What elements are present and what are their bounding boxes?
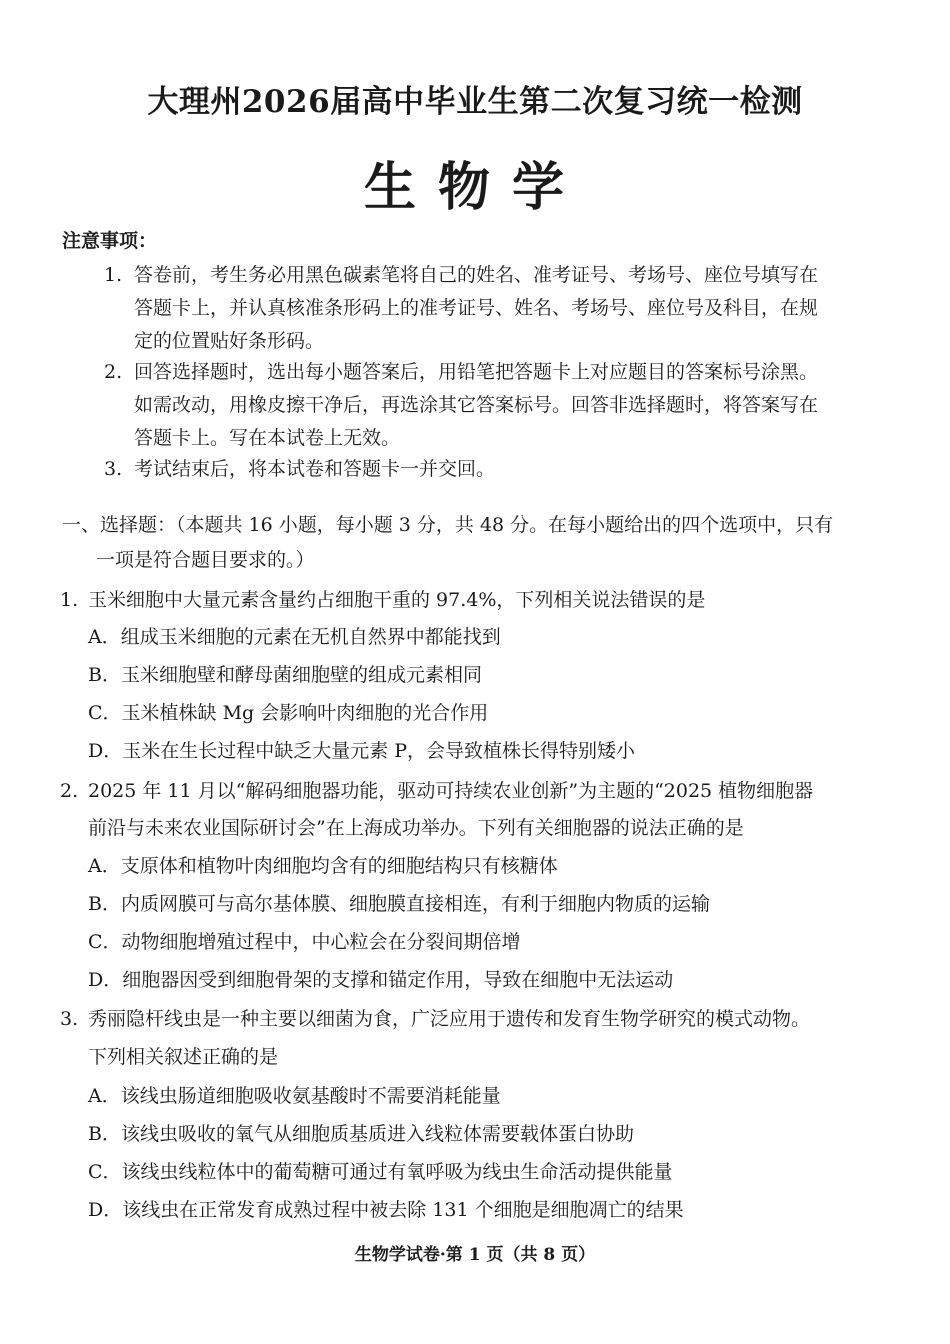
question-option: C．该线虫线粒体中的葡萄糖可通过有氧呼吸为线虫生命活动提供能量: [88, 1161, 673, 1183]
question-option: A．该线虫肠道细胞吸收氨基酸时不需要消耗能量: [88, 1085, 501, 1107]
question-number: 1.: [60, 589, 79, 611]
question-stem: 秀丽隐杆线虫是一种主要以细菌为食，广泛应用于遗传和发育生物学研究的模式动物。: [88, 1008, 811, 1030]
notice-item-number: 3.: [104, 458, 123, 480]
exam-title: 大理州2026届高中毕业生第二次复习统一检测: [147, 84, 803, 120]
notice-item-line: 答题卡上。写在本试卷上无效。: [134, 427, 401, 449]
question-option: D．该线虫在正常发育成熟过程中被去除 131 个细胞是细胞凋亡的结果: [88, 1199, 684, 1221]
notice-item-line: 答卷前，考生务必用黑色碳素笔将自己的姓名、准考证号、考场号、座位号填写在: [134, 264, 819, 286]
question-option: B．内质网膜可与高尔基体膜、细胞膜直接相连，有利于细胞内物质的运输: [88, 893, 710, 915]
notice-heading: 注意事项：: [62, 230, 158, 252]
question-option: C．动物细胞增殖过程中，中心粒会在分裂间期倍增: [88, 931, 521, 953]
subject-title: 生物学: [363, 157, 586, 218]
notice-item-line: 考试结束后，将本试卷和答题卡一并交回。: [134, 458, 496, 480]
question-number: 2.: [60, 780, 79, 802]
question-option: A．支原体和植物叶肉细胞均含有的细胞结构只有核糖体: [88, 855, 558, 877]
notice-item-number: 2.: [104, 361, 123, 383]
question-option: D．细胞器因受到细胞骨架的支撑和锚定作用，导致在细胞中无法运动: [88, 969, 674, 991]
question-stem: 下列相关叙述正确的是: [88, 1046, 279, 1068]
question-stem: 2025 年 11 月以“解码细胞器功能，驱动可持续农业创新”为主题的“2025 植物细胞器: [88, 780, 814, 802]
question-stem: 玉米细胞中大量元素含量约占细胞干重的 97.4%，下列相关说法错误的是: [88, 589, 706, 611]
section-heading: 一、选择题：（本题共 16 小题，每小题 3 分，共 48 分。在每小题给出的四个选项中，只有: [62, 514, 834, 536]
question-option: C．玉米植株缺 Mg 会影响叶肉细胞的光合作用: [88, 702, 489, 724]
notice-item-line: 答题卡上，并认真核准条形码上的准考证号、姓名、考场号、座位号及科目，在规: [134, 297, 819, 319]
notice-item-line: 定的位置贴好条形码。: [134, 330, 325, 352]
notice-item-line: 回答选择题时，选出每小题答案后，用铅笔把答题卡上对应题目的答案标号涂黑。: [134, 361, 819, 383]
question-number: 3.: [60, 1008, 79, 1030]
notice-item-number: 1.: [104, 264, 123, 286]
page-footer: 生物学试卷·第 1 页（共 8 页）: [354, 1245, 596, 1265]
question-option: B．该线虫吸收的氧气从细胞质基质进入线粒体需要载体蛋白协助: [88, 1123, 634, 1145]
question-option: D．玉米在生长过程中缺乏大量元素 P，会导致植株长得特别矮小: [88, 740, 636, 762]
section-heading-cont: 一项是符合题目要求的。）: [96, 549, 315, 571]
question-option: B．玉米细胞壁和酵母菌细胞壁的组成元素相同: [88, 664, 482, 686]
question-stem: 前沿与未来农业国际研讨会”在上海成功举办。下列有关细胞器的说法正确的是: [88, 817, 744, 839]
notice-item-line: 如需改动，用橡皮擦干净后，再选涂其它答案标号。回答非选择题时，将答案写在: [134, 394, 819, 416]
question-option: A．组成玉米细胞的元素在无机自然界中都能找到: [88, 626, 501, 648]
